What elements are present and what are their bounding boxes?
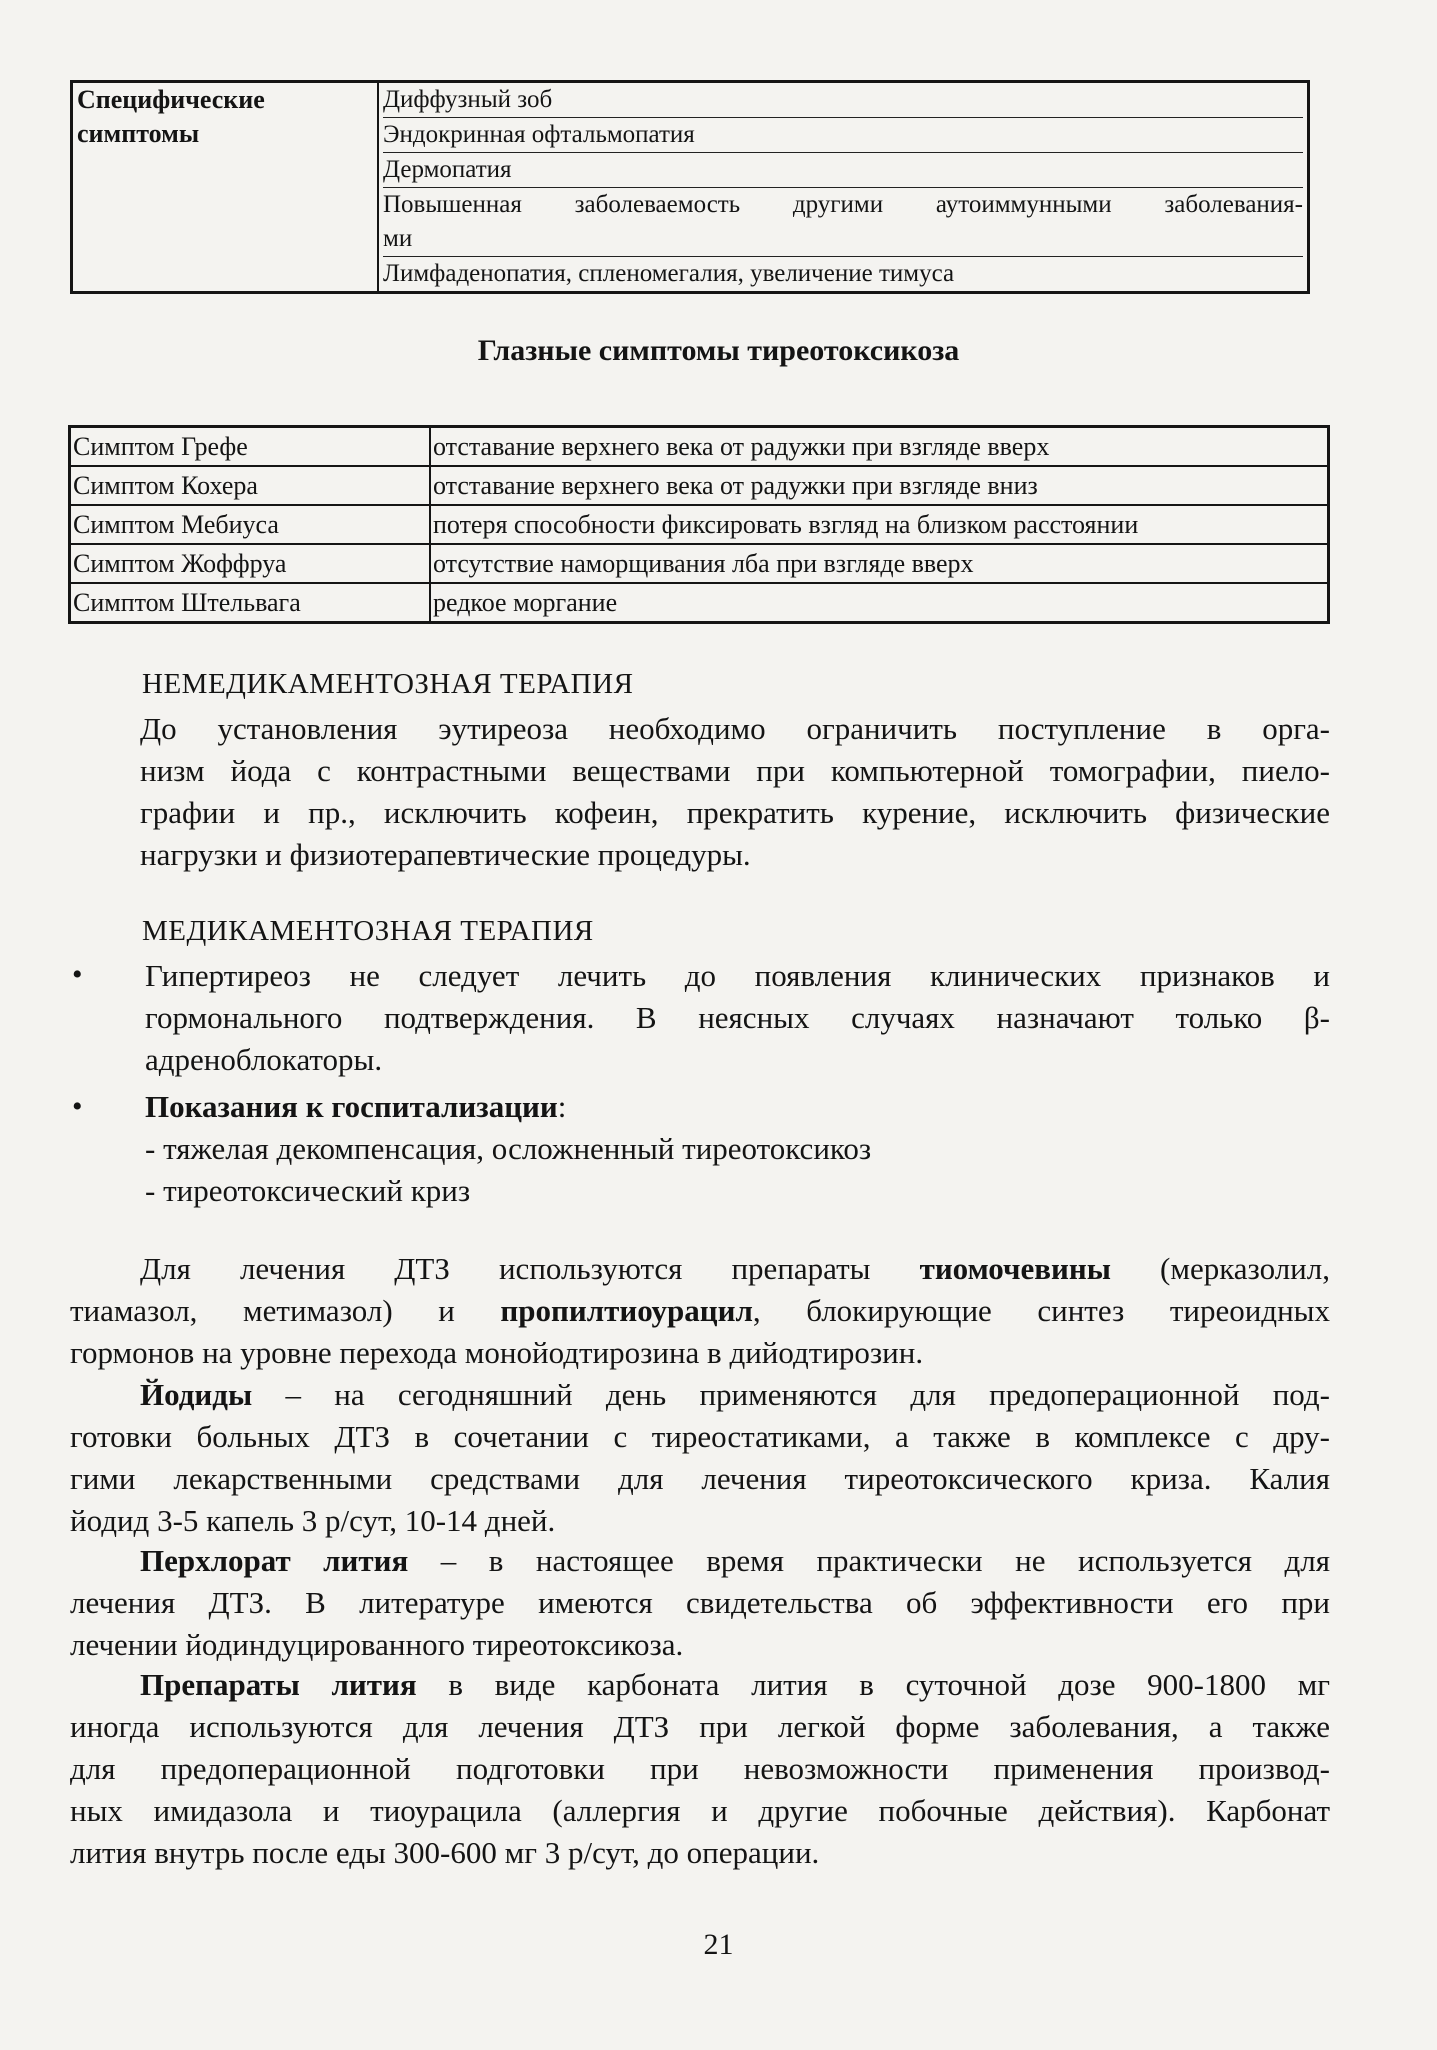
text-span: – на сегодняшний день применяются для предоперационной под- <box>285 1377 1330 1412</box>
text-line: низм йода с контрастными веществами при компьютерной томографии, пиело- <box>140 753 1330 788</box>
text-line: для предоперационной подготовки при невозможности применения производ- <box>70 1751 1330 1786</box>
perchlorate-paragraph <box>140 1540 1330 1582</box>
page-number: 21 <box>703 1928 734 1961</box>
text-span: – в настоящее время практически не используется для <box>440 1543 1330 1578</box>
table-row <box>70 466 1329 505</box>
iodides-paragraph <box>140 1374 1330 1416</box>
colon: : <box>557 1089 567 1124</box>
symptom-description: отставание верхнего века от радужки при взгляде вверх <box>430 427 1329 467</box>
symptom-line: ми <box>383 222 1303 257</box>
dtz-paragraph-cont <box>70 1290 1330 1374</box>
bold-term: пропилтиоурацил <box>500 1293 753 1328</box>
symptom-line: Лимфаденопатия, спленомегалия, увеличение тимуса <box>383 260 955 287</box>
symptom-description: отставание верхнего века от радужки при взгляде вниз <box>430 466 1329 505</box>
text-line: нагрузки и физиотерапевтические процедуры. <box>140 837 751 872</box>
symptom-line: Повышенная заболеваемость другими аутоиммунными заболевания- <box>383 191 1303 218</box>
symptom-line: Диффузный зоб <box>383 83 1303 118</box>
bold-term: Перхлорат лития <box>140 1543 409 1578</box>
symptom-name: Симптом Кохера <box>70 466 431 505</box>
text-span: (мерказолил, <box>1160 1251 1330 1286</box>
hospitalization-label-line <box>145 1086 566 1128</box>
specific-symptoms-table <box>70 80 1310 294</box>
nondrug-heading: НЕМЕДИКАМЕНТОЗНАЯ ТЕРАПИЯ <box>142 668 634 700</box>
iodides-paragraph-cont <box>70 1416 1330 1542</box>
perchlorate-paragraph-cont <box>70 1582 1330 1666</box>
table-row <box>72 82 1309 293</box>
bold-term: тиомочевины <box>919 1251 1111 1286</box>
bold-term: Йодиды <box>140 1377 253 1412</box>
table-row <box>70 505 1329 544</box>
lithium-paragraph-cont <box>70 1706 1330 1874</box>
hospitalization-item: - тяжелая декомпенсация, осложненный тиреотоксикоз <box>145 1131 872 1166</box>
nondrug-paragraph <box>140 708 1330 876</box>
text-line <box>140 1664 1330 1706</box>
text-line: ных имидазола и тиоурацила (аллергия и другие побочные действия). Карбонат <box>70 1793 1330 1828</box>
text-line <box>140 1248 1330 1290</box>
text-line: лечения ДТЗ. В литературе имеются свидетельства об эффективности его при <box>70 1585 1330 1620</box>
symptoms-cell <box>378 82 1309 293</box>
eye-symptoms-table <box>68 425 1330 624</box>
text-span: тиамазол, метимазол) и <box>70 1293 455 1328</box>
text-line <box>140 1540 1330 1582</box>
text-line: йодид 3-5 капель 3 р/сут, 10-14 дней. <box>70 1503 556 1538</box>
text-line <box>70 1290 1330 1332</box>
text-line: готовки больных ДТЗ в сочетании с тиреостатиками, а также в комплексе с дру- <box>70 1419 1330 1454</box>
text-span: Для лечения ДТЗ используются препараты <box>140 1251 871 1286</box>
text-line: гими лекарственными средствами для лечения тиреотоксического криза. Калия <box>70 1461 1330 1496</box>
bold-term: Препараты лития <box>140 1667 417 1702</box>
symptom-name: Симптом Штельвага <box>70 583 431 623</box>
symptom-name: Симптом Мебиуса <box>70 505 431 544</box>
eye-symptoms-caption: Глазные симптомы тиреотоксикоза <box>477 334 960 367</box>
bullet-icon: • <box>72 958 83 991</box>
symptom-description: отсутствие наморщивания лба при взгляде вверх <box>430 544 1329 583</box>
text-span: , блокирующие синтез тиреоидных <box>752 1293 1330 1328</box>
bullet-icon: • <box>72 1090 83 1123</box>
symptom-name: Симптом Жоффруа <box>70 544 431 583</box>
symptom-name: Симптом Грефе <box>70 427 431 467</box>
text-span: в виде карбоната лития в суточной дозе 900-1800 мг <box>448 1667 1330 1702</box>
symptom-description: потеря способности фиксировать взгляд на близком расстоянии <box>430 505 1329 544</box>
table-row <box>70 427 1329 467</box>
table-row <box>70 583 1329 623</box>
text-line: графии и пр., исключить кофеин, прекратить курение, исключить физические <box>140 795 1330 830</box>
text-line: До установления эутиреоза необходимо ограничить поступление в орга- <box>140 711 1330 746</box>
table-row <box>70 544 1329 583</box>
text-line: иногда используются для лечения ДТЗ при легкой форме заболевания, а также <box>70 1709 1330 1744</box>
text-line: лечении йодиндуцированного тиреотоксикоза. <box>70 1627 684 1662</box>
symptom-line: Эндокринная офтальмопатия <box>383 118 1303 153</box>
text-line: гормонов на уровне перехода монойодтирозина в дийодтирозин. <box>70 1335 924 1370</box>
text-line: лития внутрь после еды 300-600 мг 3 р/сут, до операции. <box>70 1835 820 1870</box>
hospitalization-label: Показания к госпитализации <box>145 1089 558 1124</box>
text-line: адреноблокаторы. <box>145 1042 383 1077</box>
drug-heading: МЕДИКАМЕНТОЗНАЯ ТЕРАПИЯ <box>142 915 594 947</box>
text-line: Гипертиреоз не следует лечить до появления клинических признаков и <box>145 958 1330 993</box>
bullet-paragraph <box>145 955 1330 1081</box>
dtz-paragraph <box>140 1248 1330 1290</box>
symptom-description: редкое моргание <box>430 583 1329 623</box>
text-line <box>140 1374 1330 1416</box>
hospitalization-item: - тиреотоксический криз <box>145 1173 471 1208</box>
text-line: гормонального подтверждения. В неясных случаях назначают только β- <box>145 1000 1330 1035</box>
row-header: Специфические симптомы <box>72 82 379 293</box>
lithium-paragraph <box>140 1664 1330 1706</box>
symptom-line: Дермопатия <box>383 153 1303 188</box>
